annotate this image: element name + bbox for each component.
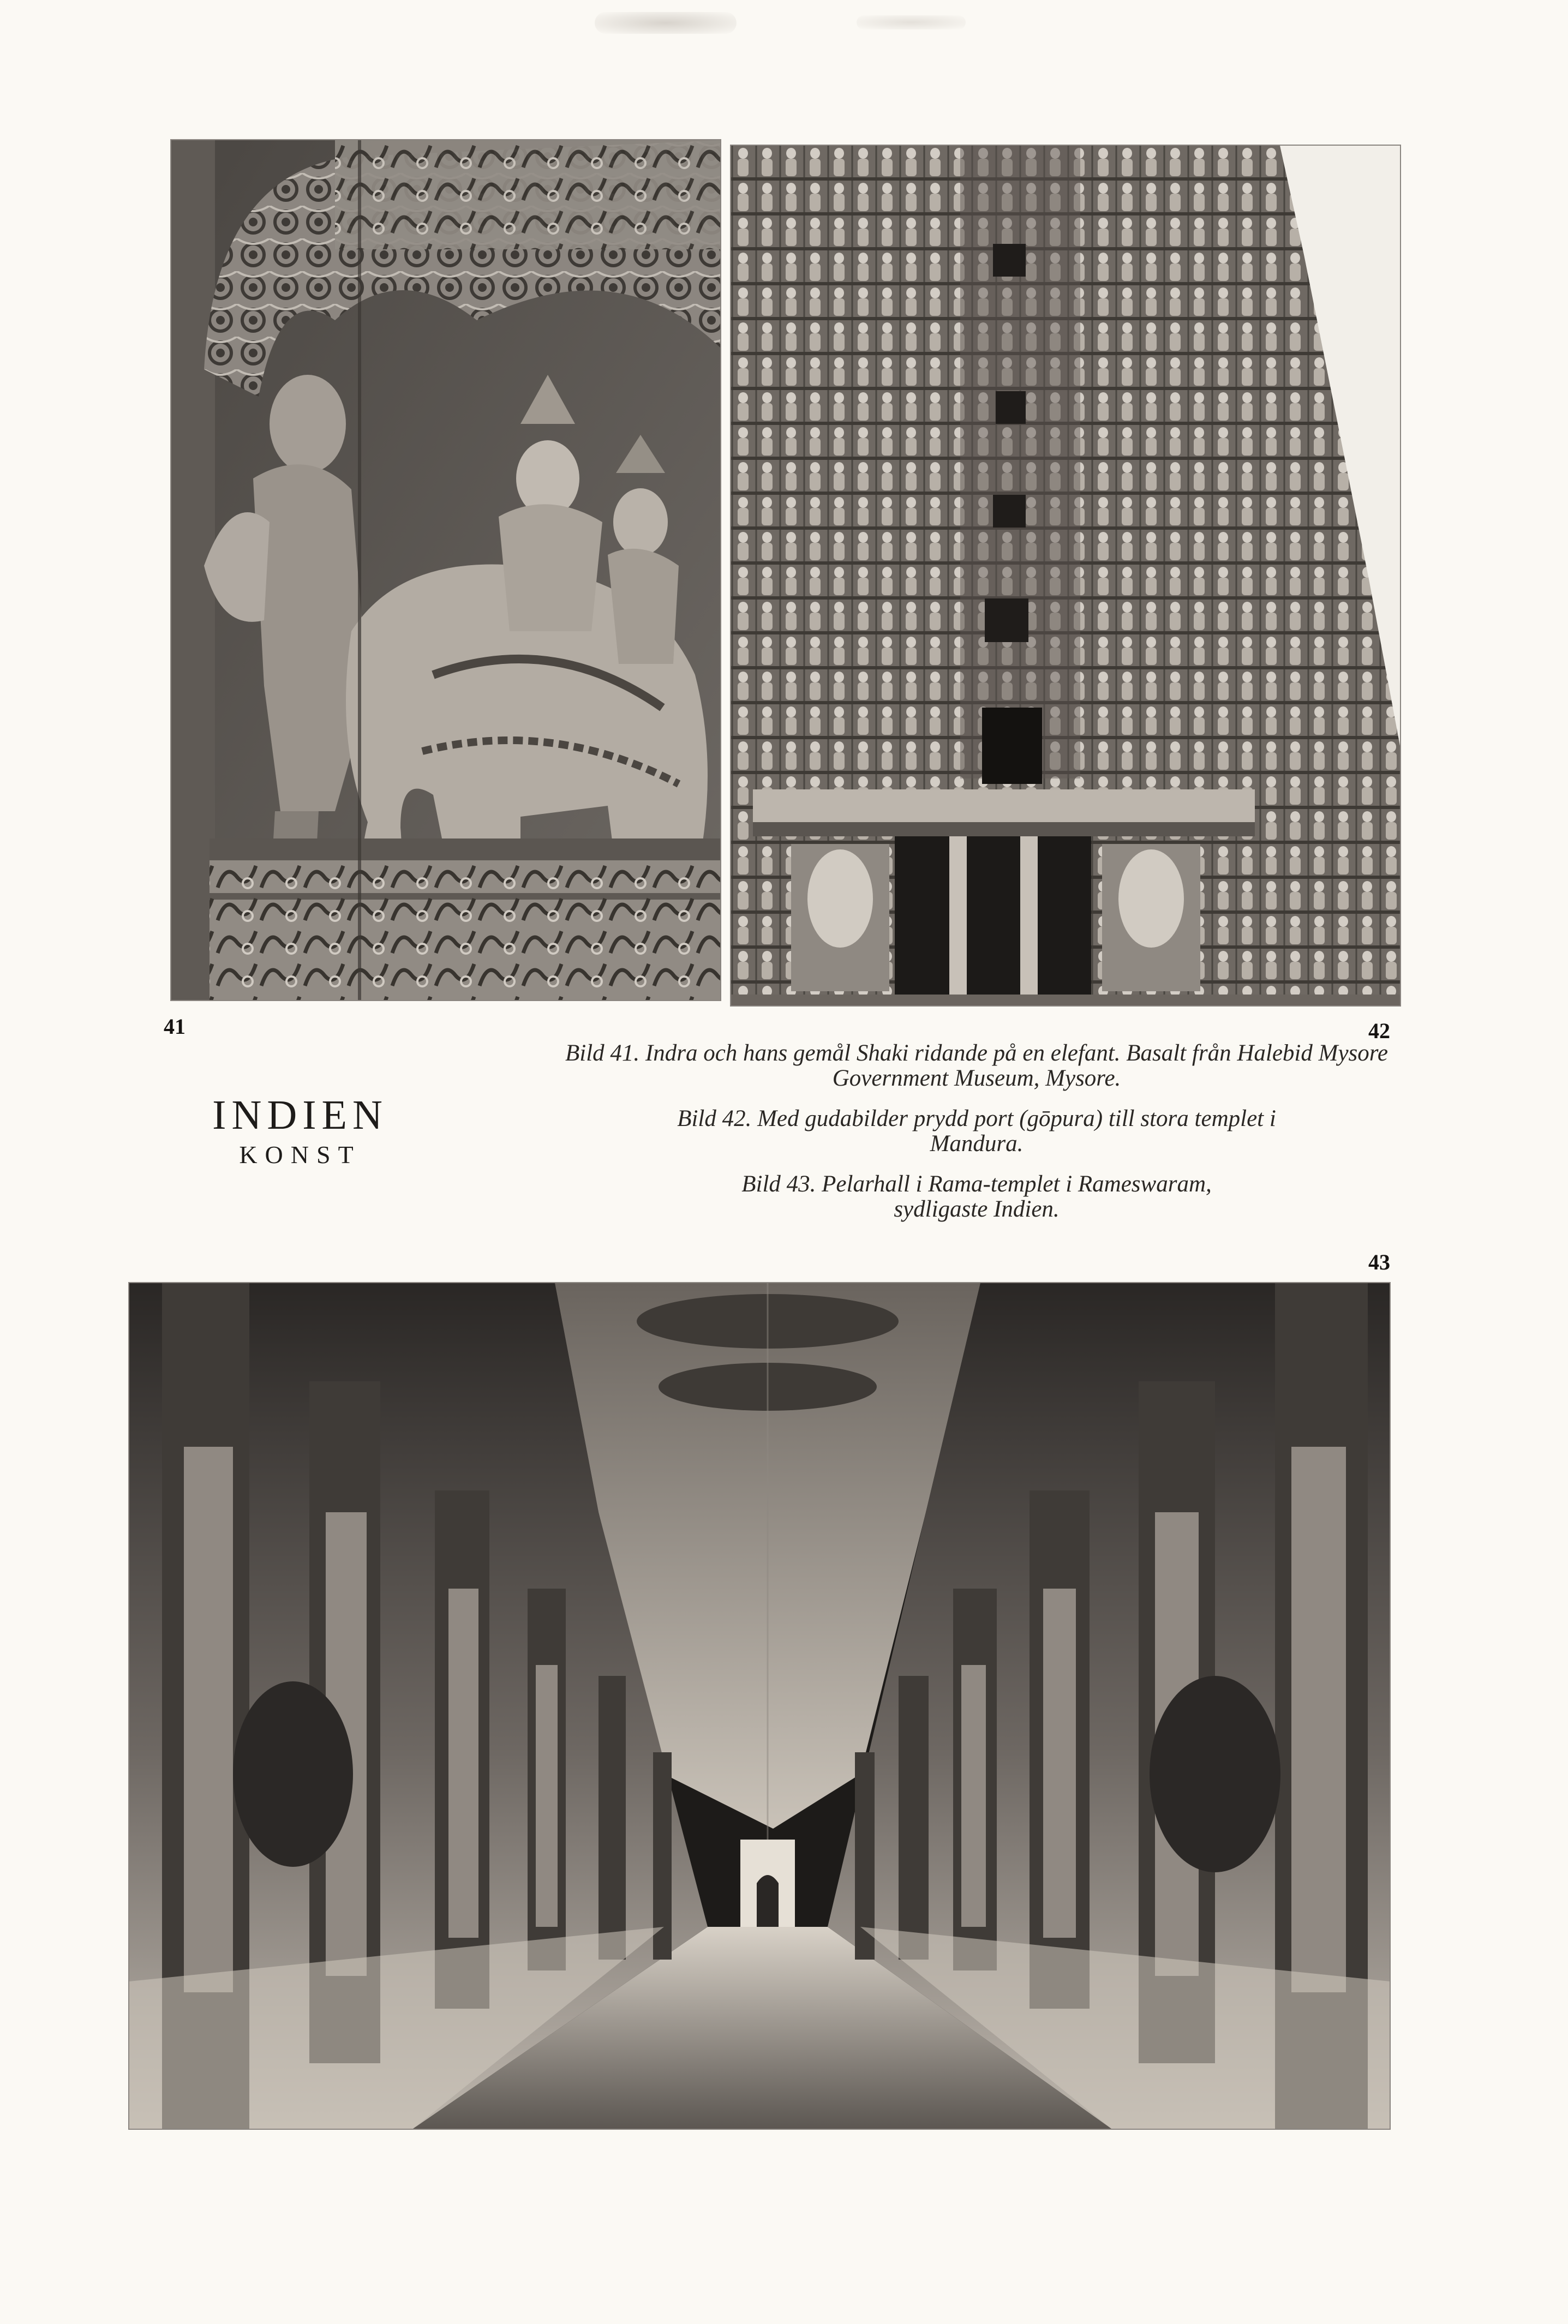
plate-number-41: 41 bbox=[164, 1014, 185, 1039]
heading-subtitle: KONST bbox=[239, 1141, 361, 1169]
photo-indra-relief bbox=[170, 139, 721, 1001]
section-heading bbox=[207, 1091, 393, 1171]
plate-number-43: 43 bbox=[1368, 1250, 1390, 1274]
plate-number-42: 42 bbox=[1368, 1019, 1390, 1043]
caption-42: Bild 42. Med gudabilder prydd port (gōpura) till stora templet i Mandura. bbox=[677, 1106, 1276, 1157]
paper-stain bbox=[857, 15, 966, 29]
caption-block bbox=[556, 1041, 1397, 1237]
photo-gopura-tower bbox=[730, 145, 1401, 1007]
photo-pillared-corridor bbox=[128, 1282, 1391, 2130]
paper-stain bbox=[595, 12, 737, 34]
caption-41: Bild 41. Indra och hans gemål Shaki ridande på en elefant. Basalt från Halebid Mysore Government Museum, Mysore. bbox=[565, 1040, 1388, 1091]
heading-title: INDIEN bbox=[212, 1092, 388, 1138]
caption-43: Bild 43. Pelarhall i Rama-templet i Rameswaram, sydligaste Indien. bbox=[741, 1171, 1212, 1222]
